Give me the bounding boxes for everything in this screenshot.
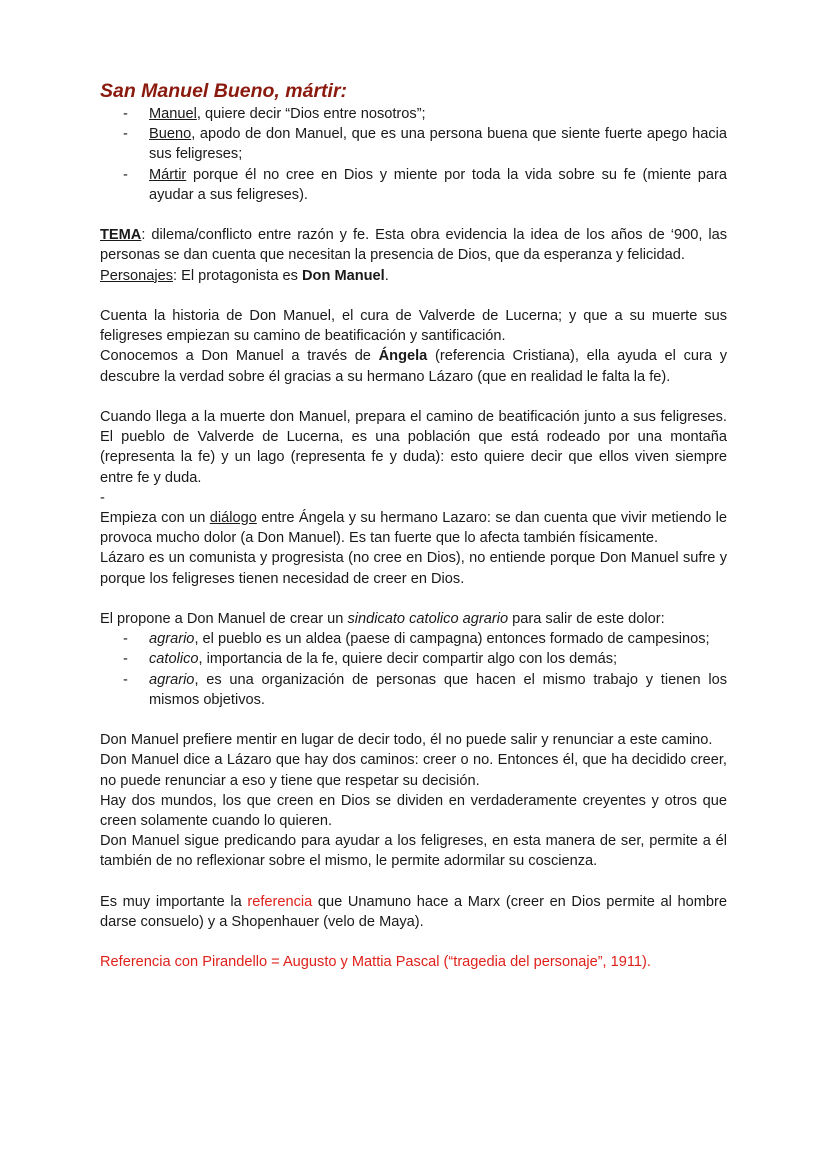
name-meaning-list — [100, 104, 727, 205]
lazaro-paragraph: Lázaro es un comunista y progresista (no cree en Dios), no entiende porque Don Manuel sufre y porque los feligreses tienen necesidad de creer en Dios. — [100, 550, 727, 587]
personajes-paragraph: Personajes: El protagonista es Don Manuel. — [100, 267, 389, 284]
angela-paragraph: Conocemos a Don Manuel a través de Ángela (referencia Cristiana), ella ayuda el cura y descubre la verdad sobre él gracias a su hermano Lázaro (que en realidad le falta la fe). — [100, 348, 727, 385]
dash-line: - — [100, 489, 105, 506]
list-item: - Mártir porque él no cree en Dios y miente por toda la vida sobre su fe (miente para ayudar a sus feligreses). — [100, 165, 727, 205]
predicando-paragraph: Don Manuel sigue predicando para ayudar a los feligreses, en esta manera de ser, permite a él también de no reflexionar sobre el mismo, le permite adormilar su coscienza. — [100, 833, 727, 870]
protagonist-name: Don Manuel — [302, 267, 385, 284]
referencia-paragraph: Es muy importante la referencia que Unamuno hace a Marx (creer en Dios permite al hombre darse consuelo) y a Shopenhauer (velo de Maya). — [100, 893, 727, 931]
tema-label: TEMA — [100, 227, 142, 244]
document-title: San Manuel Bueno, mártir: — [100, 80, 348, 102]
list-item: - agrario, el pueblo es un aldea (paese di campagna) entonces formado de campesinos; — [100, 629, 727, 649]
caminos-paragraph: Don Manuel dice a Lázaro que hay dos caminos: creer o no. Entonces él, que ha decidido creer, no puede renunciar a eso y tiene que respetar su decisión. — [100, 752, 727, 789]
angela-name: Ángela — [378, 348, 428, 365]
referencia-term: referencia — [247, 893, 313, 910]
list-item: - Manuel, quiere decir “Dios entre nosotros”; — [100, 104, 727, 124]
muerte-paragraph: Cuando llega a la muerte don Manuel, prepara el camino de beatificación junto a sus feligreses. El pueblo de Valverde de Lucerna, es una población que está rodeado por una montaña (representa la fe) y un lago (representa fe y duda): esto quiere decir que ellos viven siempre entre fe y duda. — [100, 409, 727, 486]
personajes-label: Personajes — [100, 267, 174, 284]
list-item: - catolico, importancia de la fe, quiere decir compartir algo con los demás; — [100, 649, 727, 669]
tema-paragraph: TEMA: dilema/conflicto entre razón y fe. Esta obra evidencia la idea de los años de ‘900, las personas se dan cuenta que necesitan la presencia de Dios, que da esperanza y felicidad. — [100, 227, 727, 264]
historia-paragraph: Cuenta la historia de Don Manuel, el cura de Valverde de Lucerna; y que a su muerte sus feligreses empiezan su camino de beatificación y santificación. — [100, 308, 727, 345]
term-martir: Mártir — [149, 166, 187, 183]
term-manuel: Manuel — [149, 106, 197, 122]
list-item: - agrario, es una organización de personas que hacen el mismo trabajo y tienen los mismos objetivos. — [100, 670, 727, 710]
list-item: - Bueno, apodo de don Manuel, que es una persona buena que siente fuerte apego hacia sus feligreses; — [100, 124, 727, 164]
term-bueno: Bueno — [149, 126, 192, 143]
dialogo-term: diálogo — [209, 510, 257, 527]
sindicato-term: sindicato catolico agrario — [347, 611, 509, 628]
prefiere-paragraph: Don Manuel prefiere mentir en lugar de decir todo, él no puede salir y renunciar a este camino. — [100, 732, 713, 749]
propone-paragraph: El propone a Don Manuel de crear un sindicato catolico agrario para salir de este dolor: — [100, 611, 665, 628]
sindicato-list — [100, 629, 727, 710]
mundos-paragraph: Hay dos mundos, los que creen en Dios se dividen en verdaderamente creyentes y otros que creen solamente cuando lo quieren. — [100, 792, 727, 830]
document-page — [100, 78, 727, 973]
pirandello-paragraph: Referencia con Pirandello = Augusto y Mattia Pascal (“tragedia del personaje”, 1911). — [100, 954, 651, 971]
dialogo-paragraph: Empieza con un diálogo entre Ángela y su hermano Lazaro: se dan cuenta que vivir metiendo le provoca mucho dolor (a Don Manuel). Es tan fuerte que lo afecta también físicamente. — [100, 510, 727, 547]
